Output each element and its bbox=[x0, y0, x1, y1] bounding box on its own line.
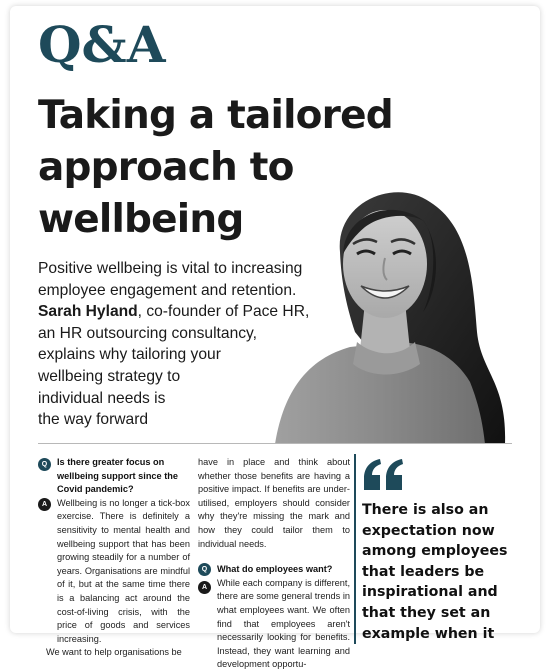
answer-badge: A bbox=[198, 581, 211, 594]
pullquote-line: example when it bbox=[362, 625, 495, 642]
question-badge: Q bbox=[198, 563, 211, 576]
pullquote-line: among employees bbox=[362, 543, 508, 560]
author-name: Sarah Hyland bbox=[38, 303, 138, 321]
intro-line: individual needs is bbox=[38, 389, 166, 407]
pullquote-text bbox=[362, 500, 532, 644]
qa-block bbox=[198, 563, 350, 672]
question-text: Is there greater focus on wellbeing support since the Covid pandemic? bbox=[57, 457, 178, 495]
quote-icon bbox=[362, 458, 406, 497]
intro-line: an HR outsourcing consultancy, bbox=[38, 324, 258, 342]
title-line: wellbeing bbox=[38, 197, 244, 242]
intro-line bbox=[38, 301, 328, 323]
answer-text: While each company is different, there are some general trends in what employees want. We often find that employees aren't necessarily looking for benefits. Instead, they want learning and development opportu- bbox=[217, 577, 350, 670]
question-badge: Q bbox=[38, 458, 51, 471]
answer-text: Wellbeing is no longer a tick-box exercise. There is definitely a sensitivity to mental health and wellbeing support that has been growing steadily for a number of years. Organisations are mindful of it, but at the same time there is a balancing act around the cost-of-living crisis, with the price of goods and services increasing. bbox=[57, 497, 190, 644]
pullquote-line: expectation now bbox=[362, 522, 495, 539]
standfirst bbox=[38, 258, 328, 431]
pullquote-line: that they set an bbox=[362, 604, 491, 621]
pullquote-rule bbox=[354, 454, 356, 644]
paragraph: have in place and think about whether those benefits are having a positive impact. If benefits are under-utilised, employers should consider why they're missing the mark and how they could tailor them to individual needs. bbox=[198, 457, 350, 549]
answer-badge: A bbox=[38, 498, 51, 511]
title-line: approach to bbox=[38, 145, 294, 190]
pullquote-line: There is also an bbox=[362, 502, 489, 518]
pullquote-line: inspirational and bbox=[362, 584, 498, 601]
intro-line: wellbeing strategy to bbox=[38, 367, 181, 385]
intro-line: employee engagement and retention. bbox=[38, 281, 297, 299]
body-column-1 bbox=[38, 456, 190, 660]
intro-line: the way forward bbox=[38, 411, 149, 429]
divider bbox=[38, 443, 512, 444]
intro-line: Positive wellbeing is vital to increasing bbox=[38, 260, 303, 277]
body-column-2 bbox=[198, 456, 350, 672]
author-role: , co-founder of Pace HR, bbox=[137, 303, 310, 321]
question-text: What do employees want? bbox=[217, 564, 333, 575]
section-label: Q&A bbox=[38, 15, 166, 74]
title-line: Taking a tailored bbox=[38, 93, 393, 138]
magazine-page bbox=[10, 6, 540, 670]
pullquote-line: that leaders be bbox=[362, 563, 485, 580]
intro-line: explains why tailoring your bbox=[38, 346, 221, 364]
paragraph: We want to help organisations be bbox=[46, 647, 182, 658]
qa-block bbox=[38, 456, 190, 660]
